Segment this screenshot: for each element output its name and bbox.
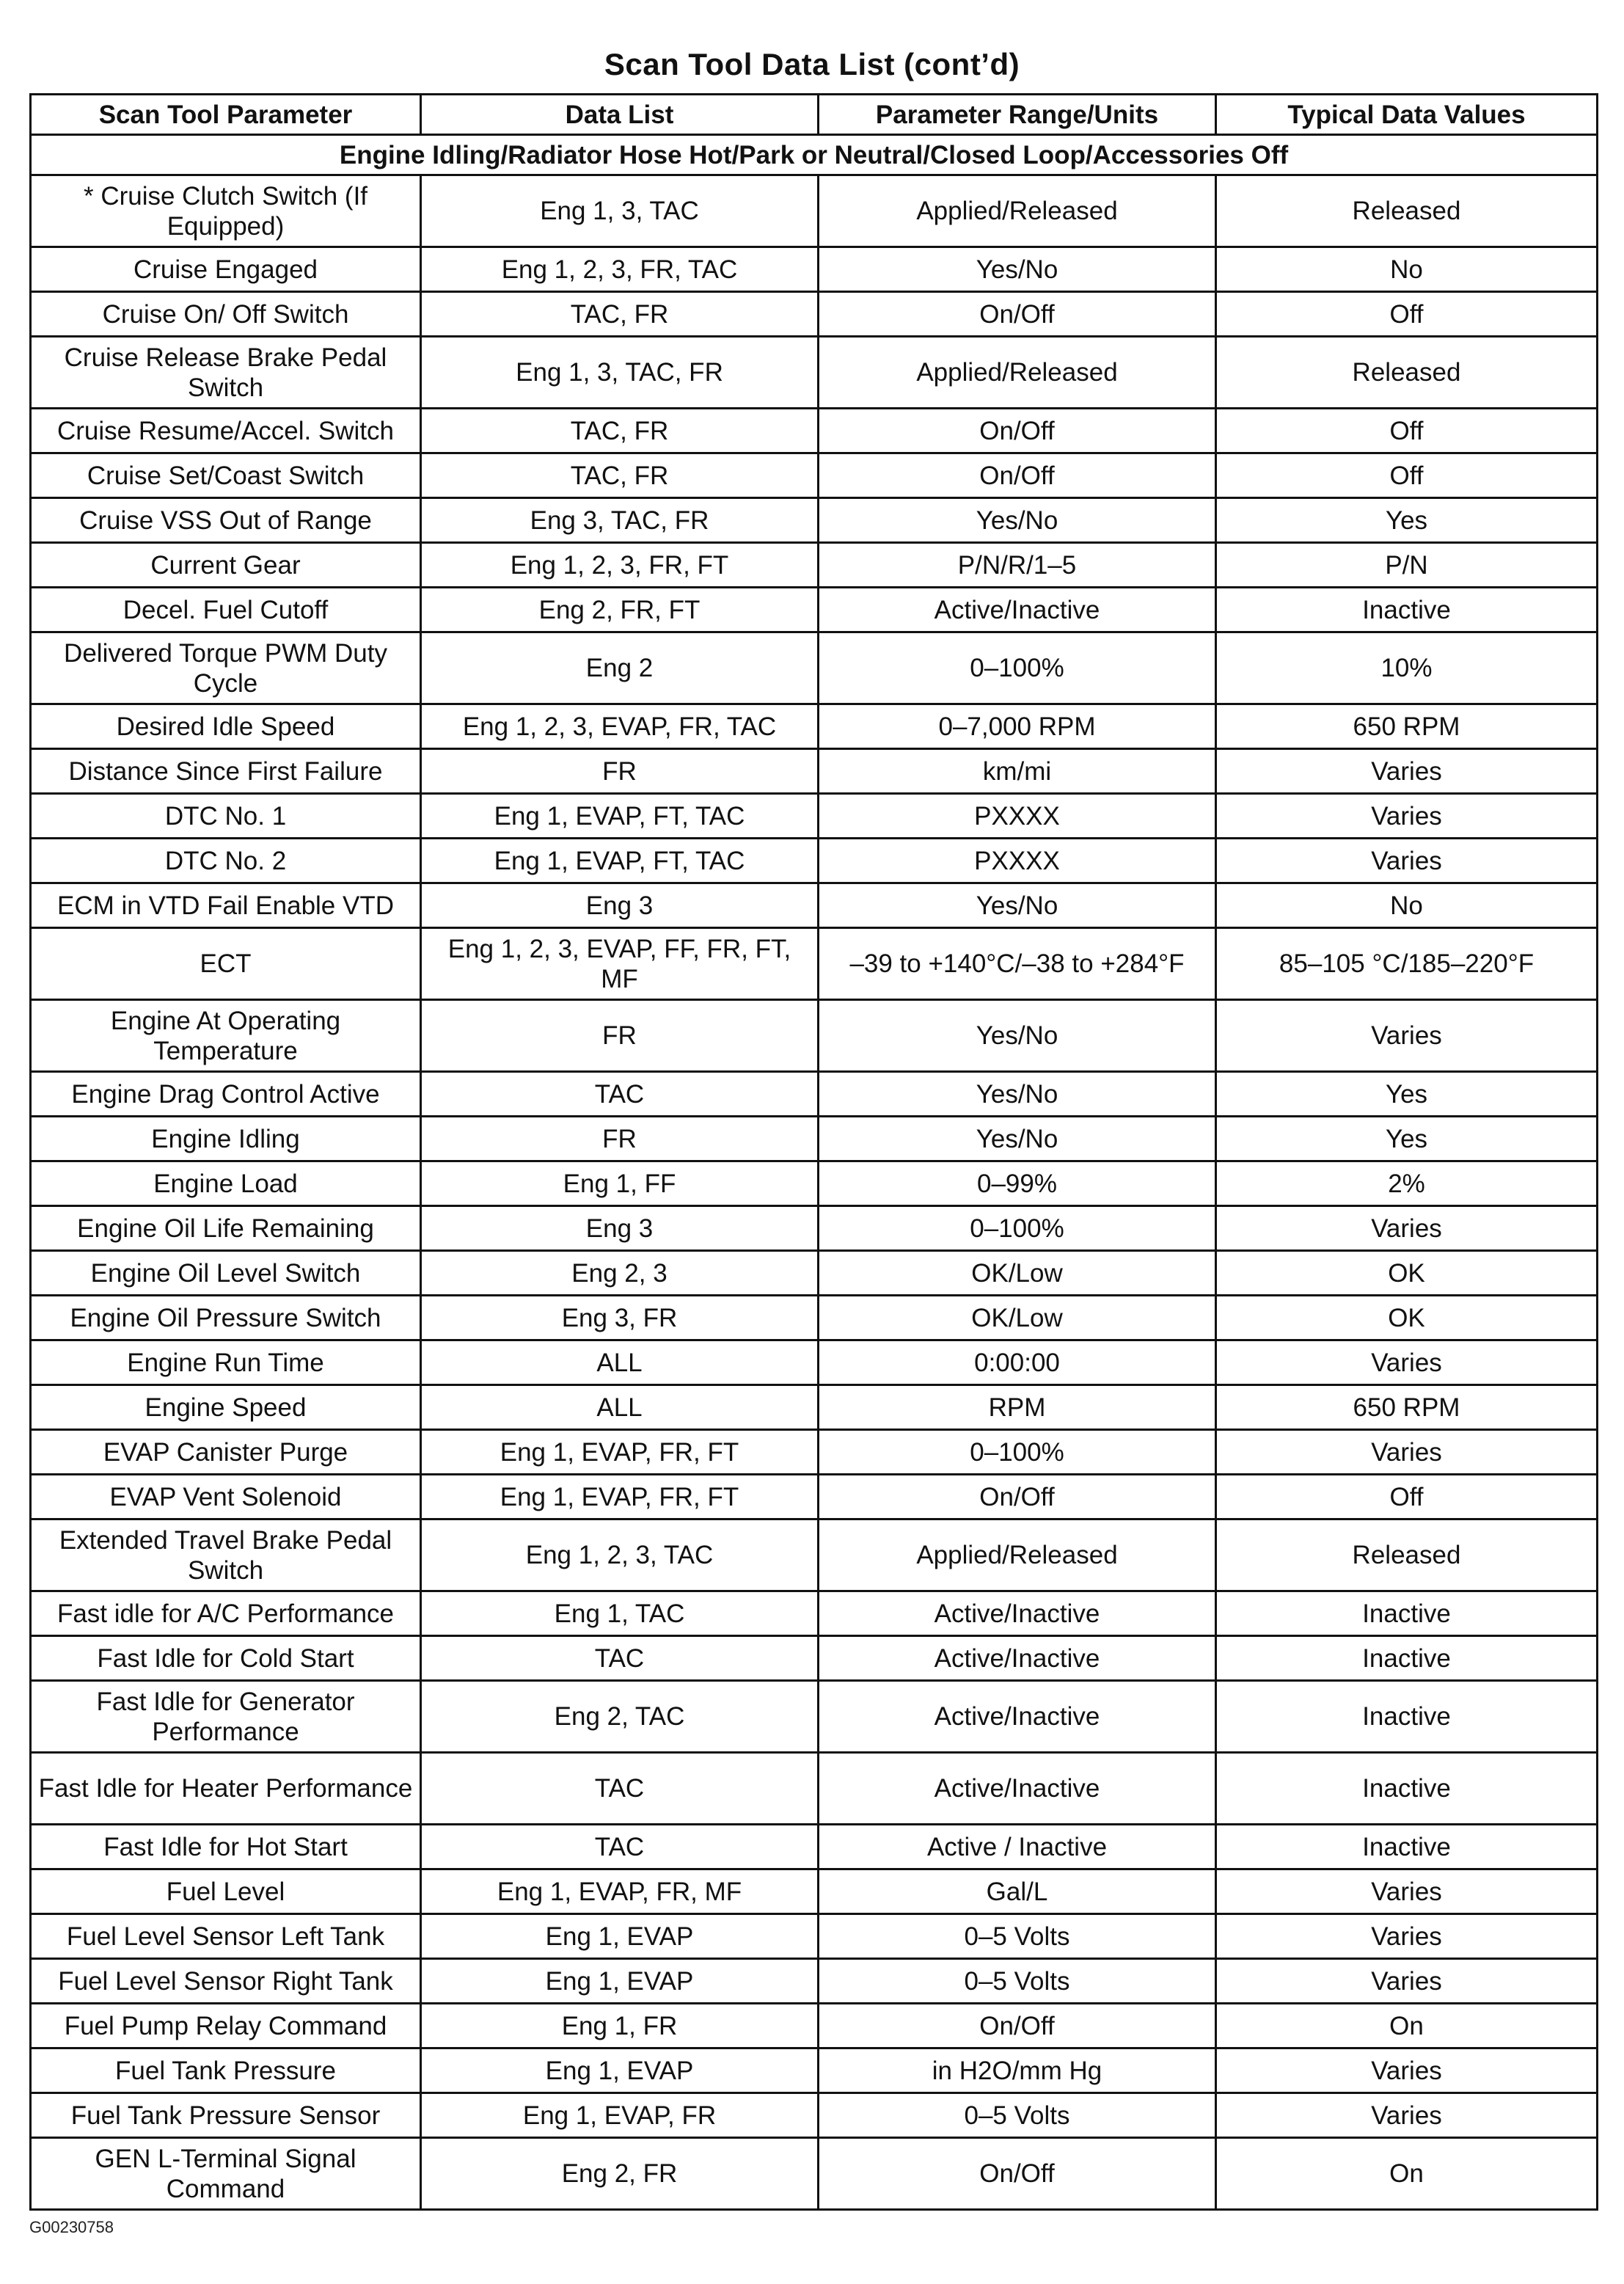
- table-row: [31, 1681, 1598, 1753]
- cell-range-units: Yes/No: [819, 883, 1216, 928]
- cell-parameter: Cruise VSS Out of Range: [31, 498, 421, 543]
- cell-parameter: Fast Idle for Cold Start: [31, 1636, 421, 1681]
- section-row: [31, 135, 1598, 175]
- table-row: [31, 543, 1598, 588]
- cell-typical-value: Released: [1216, 1519, 1598, 1591]
- cell-data-list: Eng 2, FR, FT: [421, 588, 819, 632]
- cell-data-list: TAC: [421, 1753, 819, 1825]
- cell-parameter: DTC No. 1: [31, 794, 421, 839]
- cell-range-units: 0–7,000 RPM: [819, 704, 1216, 749]
- cell-data-list: Eng 1, 2, 3, FR, FT: [421, 543, 819, 588]
- cell-data-list: ALL: [421, 1340, 819, 1385]
- cell-data-list: Eng 1, EVAP, FR: [421, 2093, 819, 2138]
- cell-typical-value: 10%: [1216, 632, 1598, 704]
- cell-data-list: Eng 1, EVAP, FR, FT: [421, 1475, 819, 1519]
- cell-parameter: Engine Oil Life Remaining: [31, 1206, 421, 1251]
- cell-parameter: Decel. Fuel Cutoff: [31, 588, 421, 632]
- table-row: [31, 839, 1598, 883]
- table-row: [31, 1475, 1598, 1519]
- cell-range-units: in H2O/mm Hg: [819, 2048, 1216, 2093]
- cell-data-list: Eng 1, TAC: [421, 1591, 819, 1636]
- cell-range-units: 0:00:00: [819, 1340, 1216, 1385]
- cell-typical-value: Varies: [1216, 1914, 1598, 1959]
- cell-data-list: Eng 2, 3: [421, 1251, 819, 1296]
- cell-typical-value: 650 RPM: [1216, 704, 1598, 749]
- table-row: [31, 632, 1598, 704]
- table-row: [31, 1914, 1598, 1959]
- table-row: [31, 2048, 1598, 2093]
- cell-typical-value: Inactive: [1216, 1825, 1598, 1869]
- cell-typical-value: Varies: [1216, 749, 1598, 794]
- cell-parameter: Distance Since First Failure: [31, 749, 421, 794]
- cell-data-list: FR: [421, 749, 819, 794]
- cell-data-list: Eng 1, FF: [421, 1161, 819, 1206]
- cell-typical-value: Yes: [1216, 1117, 1598, 1161]
- table-row: [31, 2138, 1598, 2210]
- cell-parameter: Engine Drag Control Active: [31, 1072, 421, 1117]
- cell-typical-value: Yes: [1216, 498, 1598, 543]
- table-row: [31, 1591, 1598, 1636]
- cell-data-list: TAC: [421, 1072, 819, 1117]
- cell-data-list: Eng 3: [421, 1206, 819, 1251]
- cell-range-units: OK/Low: [819, 1251, 1216, 1296]
- cell-data-list: TAC, FR: [421, 292, 819, 337]
- cell-typical-value: On: [1216, 2138, 1598, 2210]
- column-header-range-units: Parameter Range/Units: [819, 95, 1216, 135]
- cell-typical-value: Off: [1216, 292, 1598, 337]
- cell-parameter: Extended Travel Brake Pedal Switch: [31, 1519, 421, 1591]
- cell-data-list: TAC: [421, 1825, 819, 1869]
- cell-range-units: On/Off: [819, 2138, 1216, 2210]
- cell-parameter: Fuel Level: [31, 1869, 421, 1914]
- cell-range-units: Applied/Released: [819, 175, 1216, 247]
- cell-parameter: EVAP Vent Solenoid: [31, 1475, 421, 1519]
- table-row: [31, 292, 1598, 337]
- cell-range-units: 0–100%: [819, 1206, 1216, 1251]
- cell-range-units: Active / Inactive: [819, 1825, 1216, 1869]
- table-row: [31, 1072, 1598, 1117]
- cell-range-units: Yes/No: [819, 498, 1216, 543]
- table-row: [31, 1117, 1598, 1161]
- cell-data-list: FR: [421, 1000, 819, 1072]
- cell-parameter: Fast Idle for Hot Start: [31, 1825, 421, 1869]
- table-row: [31, 1753, 1598, 1825]
- cell-range-units: On/Off: [819, 292, 1216, 337]
- cell-typical-value: Varies: [1216, 839, 1598, 883]
- table-row: [31, 883, 1598, 928]
- cell-typical-value: Inactive: [1216, 1753, 1598, 1825]
- cell-data-list: TAC: [421, 1636, 819, 1681]
- cell-range-units: Gal/L: [819, 1869, 1216, 1914]
- cell-range-units: Active/Inactive: [819, 1636, 1216, 1681]
- cell-data-list: Eng 1, FR: [421, 2004, 819, 2048]
- cell-data-list: Eng 1, EVAP, FR, FT: [421, 1430, 819, 1475]
- cell-range-units: Active/Inactive: [819, 1753, 1216, 1825]
- page-title: Scan Tool Data List (cont’d): [604, 47, 1020, 81]
- table-row: [31, 588, 1598, 632]
- cell-typical-value: OK: [1216, 1251, 1598, 1296]
- cell-data-list: Eng 3, FR: [421, 1296, 819, 1340]
- table-body: [31, 135, 1598, 2210]
- scan-tool-data-table: [29, 93, 1598, 2211]
- cell-range-units: On/Off: [819, 2004, 1216, 2048]
- cell-typical-value: Varies: [1216, 1959, 1598, 2004]
- table-row: [31, 928, 1598, 1000]
- cell-parameter: EVAP Canister Purge: [31, 1430, 421, 1475]
- cell-range-units: Applied/Released: [819, 1519, 1216, 1591]
- table-row: [31, 1385, 1598, 1430]
- cell-parameter: ECT: [31, 928, 421, 1000]
- cell-data-list: Eng 1, EVAP, FT, TAC: [421, 794, 819, 839]
- cell-typical-value: 650 RPM: [1216, 1385, 1598, 1430]
- cell-range-units: OK/Low: [819, 1296, 1216, 1340]
- cell-parameter: Engine Load: [31, 1161, 421, 1206]
- cell-data-list: Eng 1, EVAP: [421, 1959, 819, 2004]
- table-row: [31, 704, 1598, 749]
- cell-data-list: Eng 1, EVAP, FT, TAC: [421, 839, 819, 883]
- header-row: [31, 95, 1598, 135]
- table-row: [31, 2004, 1598, 2048]
- cell-parameter: Fast Idle for Heater Performance: [31, 1753, 421, 1825]
- cell-parameter: * Cruise Clutch Switch (If Equipped): [31, 175, 421, 247]
- cell-typical-value: Inactive: [1216, 1636, 1598, 1681]
- column-header-parameter: Scan Tool Parameter: [31, 95, 421, 135]
- cell-parameter: Fuel Tank Pressure Sensor: [31, 2093, 421, 2138]
- cell-parameter: Fast Idle for Generator Performance: [31, 1681, 421, 1753]
- table-row: [31, 2093, 1598, 2138]
- cell-range-units: 0–100%: [819, 1430, 1216, 1475]
- cell-typical-value: Inactive: [1216, 588, 1598, 632]
- cell-range-units: Yes/No: [819, 1117, 1216, 1161]
- cell-data-list: Eng 2: [421, 632, 819, 704]
- cell-data-list: Eng 1, 2, 3, EVAP, FF, FR, FT, MF: [421, 928, 819, 1000]
- column-header-data-list: Data List: [421, 95, 819, 135]
- cell-range-units: Active/Inactive: [819, 588, 1216, 632]
- cell-range-units: Yes/No: [819, 247, 1216, 292]
- cell-range-units: On/Off: [819, 409, 1216, 453]
- cell-parameter: Engine Run Time: [31, 1340, 421, 1385]
- table-row: [31, 794, 1598, 839]
- cell-range-units: 0–5 Volts: [819, 2093, 1216, 2138]
- table-row: [31, 1825, 1598, 1869]
- cell-typical-value: Off: [1216, 1475, 1598, 1519]
- cell-typical-value: Off: [1216, 453, 1598, 498]
- cell-range-units: P/N/R/1–5: [819, 543, 1216, 588]
- cell-data-list: ALL: [421, 1385, 819, 1430]
- cell-parameter: Cruise Release Brake Pedal Switch: [31, 337, 421, 409]
- cell-parameter: Cruise Engaged: [31, 247, 421, 292]
- cell-parameter: Cruise Resume/Accel. Switch: [31, 409, 421, 453]
- cell-range-units: Yes/No: [819, 1072, 1216, 1117]
- cell-data-list: Eng 3: [421, 883, 819, 928]
- cell-data-list: Eng 3, TAC, FR: [421, 498, 819, 543]
- section-heading: Engine Idling/Radiator Hose Hot/Park or Neutral/Closed Loop/Accessories Off: [31, 135, 1598, 175]
- cell-parameter: Fast idle for A/C Performance: [31, 1591, 421, 1636]
- table-row: [31, 1251, 1598, 1296]
- cell-parameter: ECM in VTD Fail Enable VTD: [31, 883, 421, 928]
- cell-typical-value: Varies: [1216, 2093, 1598, 2138]
- cell-typical-value: 2%: [1216, 1161, 1598, 1206]
- cell-parameter: Engine Oil Pressure Switch: [31, 1296, 421, 1340]
- table-row: [31, 1296, 1598, 1340]
- cell-parameter: Fuel Level Sensor Right Tank: [31, 1959, 421, 2004]
- table-row: [31, 1000, 1598, 1072]
- cell-parameter: Engine Speed: [31, 1385, 421, 1430]
- cell-typical-value: Released: [1216, 337, 1598, 409]
- cell-typical-value: Varies: [1216, 1340, 1598, 1385]
- table-row: [31, 1340, 1598, 1385]
- cell-range-units: PXXXX: [819, 794, 1216, 839]
- cell-data-list: Eng 1, 2, 3, EVAP, FR, TAC: [421, 704, 819, 749]
- cell-parameter: Current Gear: [31, 543, 421, 588]
- cell-typical-value: No: [1216, 247, 1598, 292]
- cell-data-list: Eng 1, 3, TAC, FR: [421, 337, 819, 409]
- cell-parameter: Cruise On/ Off Switch: [31, 292, 421, 337]
- cell-parameter: Fuel Level Sensor Left Tank: [31, 1914, 421, 1959]
- table-row: [31, 498, 1598, 543]
- cell-data-list: Eng 1, 2, 3, FR, TAC: [421, 247, 819, 292]
- figure-code: G00230758: [29, 2218, 114, 2236]
- cell-typical-value: Off: [1216, 409, 1598, 453]
- cell-range-units: 0–5 Volts: [819, 1914, 1216, 1959]
- cell-typical-value: Varies: [1216, 1430, 1598, 1475]
- cell-parameter: Engine At Operating Temperature: [31, 1000, 421, 1072]
- cell-range-units: PXXXX: [819, 839, 1216, 883]
- column-header-typical-values: Typical Data Values: [1216, 95, 1598, 135]
- cell-data-list: Eng 1, EVAP: [421, 2048, 819, 2093]
- table-row: [31, 247, 1598, 292]
- cell-data-list: FR: [421, 1117, 819, 1161]
- cell-parameter: Delivered Torque PWM Duty Cycle: [31, 632, 421, 704]
- table-row: [31, 1430, 1598, 1475]
- cell-range-units: Active/Inactive: [819, 1591, 1216, 1636]
- cell-data-list: Eng 2, TAC: [421, 1681, 819, 1753]
- cell-range-units: km/mi: [819, 749, 1216, 794]
- table-row: [31, 175, 1598, 247]
- cell-data-list: Eng 1, EVAP: [421, 1914, 819, 1959]
- cell-range-units: RPM: [819, 1385, 1216, 1430]
- table-row: [31, 1161, 1598, 1206]
- table-row: [31, 1869, 1598, 1914]
- cell-data-list: Eng 1, 3, TAC: [421, 175, 819, 247]
- table-row: [31, 1519, 1598, 1591]
- cell-typical-value: Varies: [1216, 1206, 1598, 1251]
- cell-typical-value: 85–105 °C/185–220°F: [1216, 928, 1598, 1000]
- cell-range-units: 0–100%: [819, 632, 1216, 704]
- cell-range-units: Applied/Released: [819, 337, 1216, 409]
- cell-typical-value: P/N: [1216, 543, 1598, 588]
- cell-range-units: On/Off: [819, 453, 1216, 498]
- cell-data-list: TAC, FR: [421, 453, 819, 498]
- cell-range-units: 0–99%: [819, 1161, 1216, 1206]
- cell-parameter: Engine Idling: [31, 1117, 421, 1161]
- cell-parameter: Fuel Pump Relay Command: [31, 2004, 421, 2048]
- cell-typical-value: On: [1216, 2004, 1598, 2048]
- cell-data-list: Eng 2, FR: [421, 2138, 819, 2210]
- cell-range-units: Active/Inactive: [819, 1681, 1216, 1753]
- cell-typical-value: Yes: [1216, 1072, 1598, 1117]
- cell-data-list: TAC, FR: [421, 409, 819, 453]
- cell-typical-value: Inactive: [1216, 1591, 1598, 1636]
- cell-typical-value: Varies: [1216, 794, 1598, 839]
- table-row: [31, 409, 1598, 453]
- cell-range-units: –39 to +140°C/–38 to +284°F: [819, 928, 1216, 1000]
- cell-typical-value: Released: [1216, 175, 1598, 247]
- cell-parameter: Fuel Tank Pressure: [31, 2048, 421, 2093]
- cell-typical-value: No: [1216, 883, 1598, 928]
- table-row: [31, 1636, 1598, 1681]
- cell-parameter: Cruise Set/Coast Switch: [31, 453, 421, 498]
- cell-typical-value: Inactive: [1216, 1681, 1598, 1753]
- cell-typical-value: OK: [1216, 1296, 1598, 1340]
- cell-parameter: GEN L-Terminal Signal Command: [31, 2138, 421, 2210]
- table-row: [31, 749, 1598, 794]
- cell-typical-value: Varies: [1216, 2048, 1598, 2093]
- cell-parameter: Desired Idle Speed: [31, 704, 421, 749]
- cell-data-list: Eng 1, EVAP, FR, MF: [421, 1869, 819, 1914]
- table-row: [31, 453, 1598, 498]
- table-row: [31, 1959, 1598, 2004]
- cell-typical-value: Varies: [1216, 1000, 1598, 1072]
- cell-parameter: DTC No. 2: [31, 839, 421, 883]
- table-row: [31, 337, 1598, 409]
- cell-range-units: Yes/No: [819, 1000, 1216, 1072]
- cell-typical-value: Varies: [1216, 1869, 1598, 1914]
- table-row: [31, 1206, 1598, 1251]
- cell-range-units: 0–5 Volts: [819, 1959, 1216, 2004]
- cell-data-list: Eng 1, 2, 3, TAC: [421, 1519, 819, 1591]
- cell-range-units: On/Off: [819, 1475, 1216, 1519]
- cell-parameter: Engine Oil Level Switch: [31, 1251, 421, 1296]
